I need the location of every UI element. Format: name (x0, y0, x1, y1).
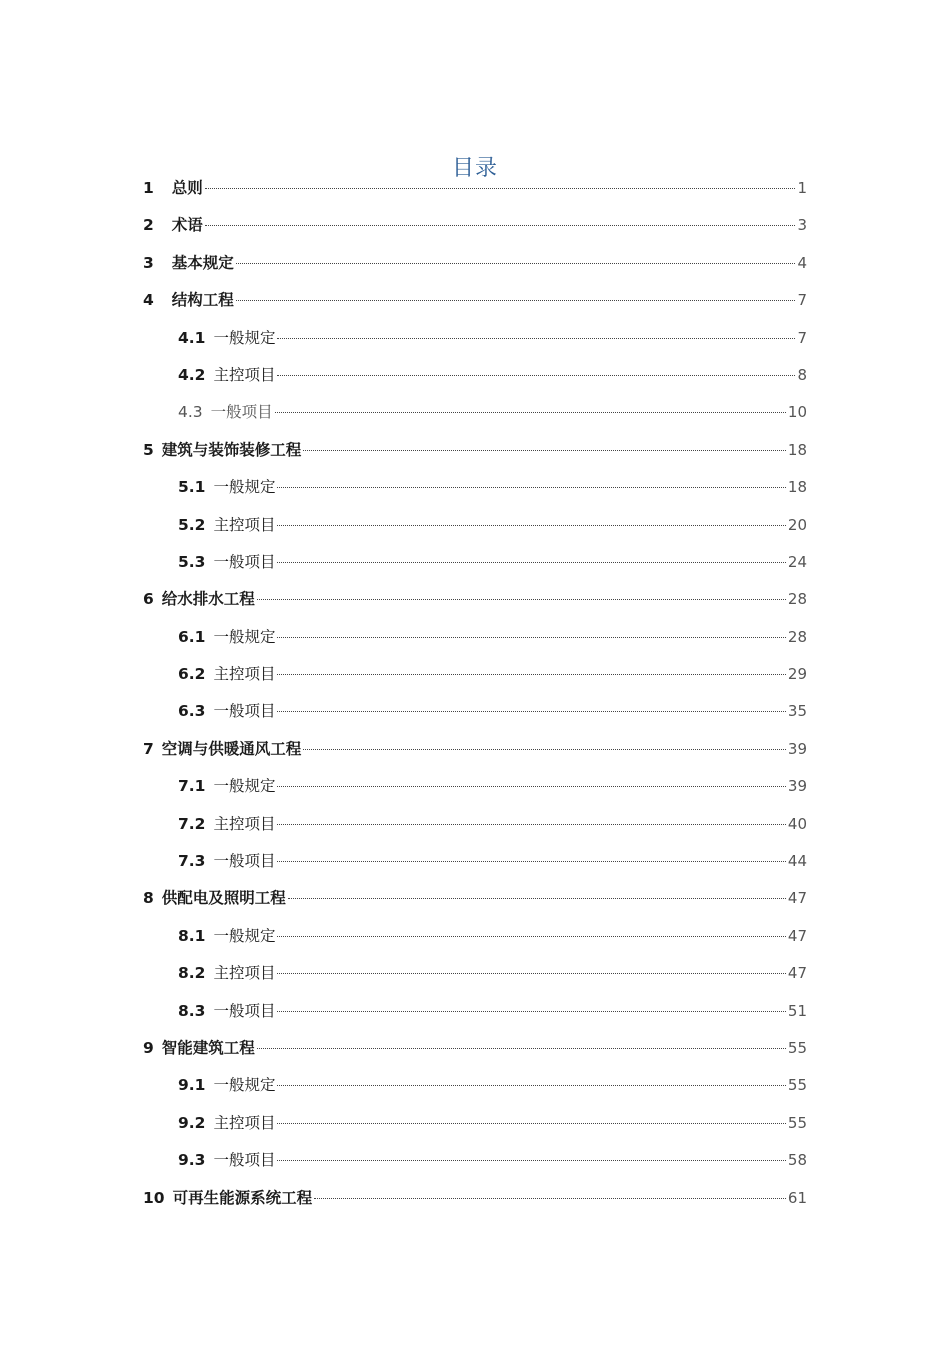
toc-entry-title: 一般规定 (213, 777, 276, 796)
toc-entry-number: 8.1 (178, 926, 206, 945)
dot-leader (277, 525, 785, 526)
toc-entry[interactable] (143, 176, 807, 213)
toc-entry-number: 9.1 (178, 1076, 206, 1095)
toc-entry-page: 28 (787, 627, 807, 646)
toc-entry-title: 一般规定 (213, 478, 276, 497)
page-title: 目录 (451, 155, 498, 181)
toc-entry-page: 44 (787, 852, 807, 871)
toc-entry-title: 一般规定 (213, 926, 276, 945)
toc-entry[interactable] (143, 251, 807, 288)
toc-entry-page: 35 (787, 702, 807, 721)
toc-entry-number: 8 (143, 889, 154, 908)
toc-entry[interactable] (143, 737, 807, 774)
toc-entry-title: 主控项目 (213, 365, 276, 384)
toc-entry-title: 结构工程 (171, 291, 234, 310)
toc-entry-title: 一般规定 (213, 627, 276, 646)
dot-leader (277, 1011, 785, 1012)
toc-entry-page: 20 (787, 515, 807, 534)
toc-subentry[interactable] (143, 400, 807, 437)
toc-entry-number: 8.3 (178, 1001, 206, 1020)
toc-entry-title: 一般项目 (213, 702, 276, 721)
toc-entry-page: 7 (797, 328, 807, 347)
dot-leader (236, 263, 796, 264)
toc-entry-page: 28 (787, 590, 807, 609)
toc-subentry[interactable] (143, 550, 807, 587)
table-of-contents (143, 176, 807, 1223)
toc-entry-page: 18 (787, 440, 807, 459)
dot-leader (277, 1160, 785, 1161)
dot-leader (303, 749, 786, 750)
toc-entry-page: 47 (787, 926, 807, 945)
toc-subentry[interactable] (143, 1073, 807, 1110)
toc-entry-title: 主控项目 (213, 814, 276, 833)
toc-entry-page: 55 (787, 1076, 807, 1095)
dot-leader (236, 300, 796, 301)
toc-entry-number: 7.1 (178, 777, 206, 796)
dot-leader (314, 1198, 786, 1199)
dot-leader (275, 412, 786, 413)
toc-entry-number: 5.1 (178, 478, 206, 497)
toc-entry-title: 基本规定 (171, 253, 234, 272)
toc-entry[interactable] (143, 288, 807, 325)
toc-entry-title: 主控项目 (213, 964, 276, 983)
toc-entry-number: 1 (143, 179, 154, 197)
toc-entry[interactable] (143, 886, 807, 923)
toc-entry[interactable] (143, 1186, 807, 1223)
toc-entry[interactable] (143, 587, 807, 624)
toc-subentry[interactable] (143, 774, 807, 811)
toc-entry-page: 61 (787, 1188, 807, 1207)
toc-subentry[interactable] (143, 999, 807, 1036)
toc-subentry[interactable] (143, 625, 807, 662)
dot-leader (277, 487, 785, 488)
toc-entry[interactable] (143, 213, 807, 250)
toc-entry-number: 9.2 (178, 1113, 206, 1132)
toc-entry-number: 4.3 (178, 403, 203, 422)
toc-entry-number: 9.3 (178, 1151, 206, 1170)
toc-entry-number: 5.3 (178, 552, 206, 571)
toc-entry-page: 47 (787, 889, 807, 908)
toc-entry-page: 10 (787, 403, 807, 422)
dot-leader (277, 562, 785, 563)
toc-entry-number: 2 (143, 216, 154, 235)
toc-entry-page: 40 (787, 814, 807, 833)
toc-entry-number: 5.2 (178, 515, 206, 534)
toc-entry-title: 一般项目 (213, 1001, 276, 1020)
toc-subentry[interactable] (143, 812, 807, 849)
dot-leader (277, 936, 785, 937)
toc-subentry[interactable] (143, 1111, 807, 1148)
toc-entry-title: 一般规定 (213, 1076, 276, 1095)
toc-entry-title: 术语 (171, 216, 203, 235)
toc-subentry[interactable] (143, 363, 807, 400)
toc-entry-number: 3 (143, 253, 154, 272)
dot-leader (277, 824, 785, 825)
toc-entry-title: 一般项目 (213, 852, 276, 871)
toc-entry-title: 智能建筑工程 (161, 1038, 255, 1057)
toc-subentry[interactable] (143, 961, 807, 998)
toc-entry-title: 给水排水工程 (161, 590, 255, 609)
toc-entry-page: 55 (787, 1038, 807, 1057)
dot-leader (277, 1123, 785, 1124)
toc-entry-title: 建筑与装饰装修工程 (161, 440, 302, 459)
toc-entry-number: 4.1 (178, 328, 206, 347)
toc-entry-title: 主控项目 (213, 665, 276, 684)
toc-subentry[interactable] (143, 924, 807, 961)
dot-leader (277, 861, 785, 862)
toc-entry[interactable] (143, 438, 807, 475)
dot-leader (257, 599, 786, 600)
toc-entry-page: 47 (787, 964, 807, 983)
dot-leader (288, 898, 786, 899)
toc-entry-number: 10 (143, 1188, 165, 1207)
toc-entry-number: 9 (143, 1038, 154, 1057)
toc-entry-page: 55 (787, 1113, 807, 1132)
dot-leader (277, 786, 785, 787)
toc-entry-page: 7 (797, 291, 807, 310)
toc-entry-number: 4.2 (178, 365, 206, 384)
dot-leader (277, 1085, 785, 1086)
toc-entry-page: 18 (787, 478, 807, 497)
dot-leader (277, 973, 785, 974)
toc-entry-page: 39 (787, 777, 807, 796)
dot-leader (277, 375, 795, 376)
dot-leader (303, 450, 786, 451)
toc-subentry[interactable] (143, 849, 807, 886)
toc-entry-number: 7.2 (178, 814, 206, 833)
toc-entry-title: 供配电及照明工程 (161, 889, 286, 908)
toc-entry-title: 可再生能源系统工程 (172, 1188, 313, 1207)
toc-entry-title: 总则 (171, 179, 203, 197)
toc-subentry[interactable] (143, 475, 807, 512)
toc-entry-title: 一般项目 (210, 403, 273, 422)
toc-entry-number: 4 (143, 291, 154, 310)
toc-entry-number: 8.2 (178, 964, 206, 983)
toc-entry-number: 6 (143, 590, 154, 609)
toc-entry-page: 3 (797, 216, 807, 235)
dot-leader (205, 188, 796, 189)
toc-subentry[interactable] (143, 513, 807, 550)
toc-entry-page: 51 (787, 1001, 807, 1020)
toc-entry-page: 58 (787, 1151, 807, 1170)
toc-entry-number: 6.1 (178, 627, 206, 646)
dot-leader (277, 711, 785, 712)
dot-leader (205, 225, 796, 226)
dot-leader (277, 674, 785, 675)
toc-subentry[interactable] (143, 699, 807, 736)
toc-entry-page: 39 (787, 739, 807, 758)
toc-entry-page: 24 (787, 552, 807, 571)
toc-entry-page: 4 (797, 253, 807, 272)
toc-entry[interactable] (143, 1036, 807, 1073)
toc-entry-page: 29 (787, 665, 807, 684)
toc-entry-number: 5 (143, 440, 154, 459)
toc-entry-title: 一般项目 (213, 1151, 276, 1170)
toc-entry-number: 6.3 (178, 702, 206, 721)
toc-entry-title: 主控项目 (213, 515, 276, 534)
toc-entry-title: 主控项目 (213, 1113, 276, 1132)
dot-leader (257, 1048, 786, 1049)
toc-subentry[interactable] (143, 326, 807, 363)
toc-entry-title: 一般项目 (213, 552, 276, 571)
toc-entry-number: 6.2 (178, 665, 206, 684)
toc-subentry[interactable] (143, 1148, 807, 1185)
toc-entry-title: 空调与供暖通风工程 (161, 739, 302, 758)
dot-leader (277, 338, 795, 339)
toc-entry-page: 1 (797, 179, 807, 197)
toc-entry-number: 7.3 (178, 852, 206, 871)
toc-entry-page: 8 (797, 365, 807, 384)
dot-leader (277, 637, 785, 638)
toc-subentry[interactable] (143, 662, 807, 699)
toc-entry-number: 7 (143, 739, 154, 758)
toc-entry-title: 一般规定 (213, 328, 276, 347)
